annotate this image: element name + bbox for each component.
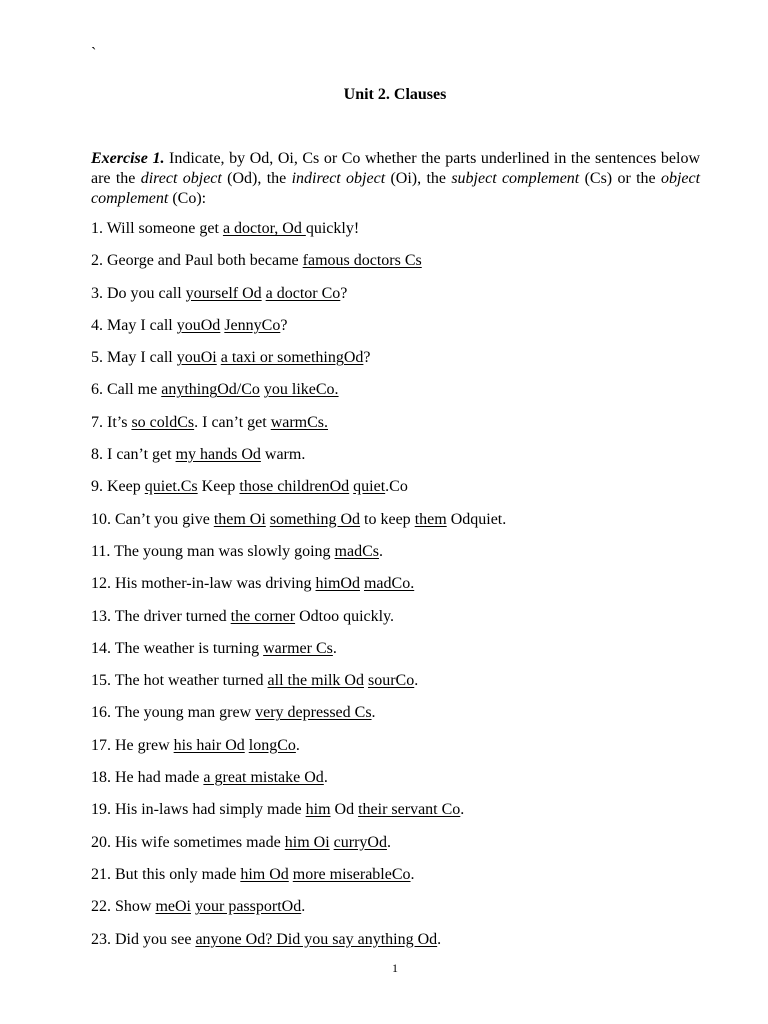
underlined-part: anyone Od? Did you say anything Od [195, 930, 438, 948]
exercise-item [91, 736, 711, 768]
underlined-part: them Oi [213, 510, 266, 528]
stray-mark: ` [91, 45, 97, 62]
underlined-part: your passportOd [195, 898, 302, 916]
exercise-item [91, 380, 711, 412]
exercise-item [91, 445, 711, 477]
item-text: . [414, 672, 419, 690]
item-text: 13. The driver turned [91, 607, 231, 625]
underlined-part: those childrenOd [239, 478, 350, 496]
instructions-text: Indicate, by Od, Oi, Cs or Co whether the parts underlined in the sentences below are the [91, 150, 700, 187]
item-text: 14. The weather is turning [91, 639, 264, 657]
exercise-item [91, 800, 711, 832]
item-text: . [379, 542, 383, 560]
exercise-item [91, 607, 711, 639]
underlined-part: JennyCo [224, 316, 281, 334]
item-text: 17. He grew [91, 736, 174, 754]
item-text: 22. Show [91, 898, 156, 916]
exercise-item [91, 639, 711, 671]
exercise-item [91, 542, 711, 574]
item-text: quickly! [305, 220, 360, 237]
exercise-item [91, 833, 711, 865]
item-text: . [386, 833, 391, 851]
item-text: warm. [260, 446, 306, 464]
item-text: 4. May I call [91, 316, 177, 334]
item-text: 7. It’s [91, 413, 132, 431]
item-text: Od [330, 801, 359, 819]
item-text: Keep [197, 478, 240, 496]
item-text: 12. His mother-in-law was driving [91, 575, 316, 593]
underlined-part: so coldCs [131, 413, 195, 431]
instructions-text: (Co): [168, 190, 207, 207]
item-text: . [371, 704, 376, 722]
item-text: 23. Did you see [91, 930, 196, 948]
item-text: 11. The young man was slowly going [91, 542, 335, 560]
item-text: . [332, 639, 337, 657]
item-text: ? [363, 349, 371, 367]
underlined-part: something Od [269, 510, 361, 528]
term-indirect-object: indirect object [291, 170, 386, 187]
underlined-part: a great mistake Od [203, 769, 324, 787]
item-text: 6. Call me [91, 381, 162, 399]
term-direct-object: direct object [140, 170, 222, 187]
underlined-part: him Oi [284, 833, 330, 851]
underlined-part: quiet.Cs [144, 478, 198, 496]
item-text: 2. George and Paul both became [91, 252, 303, 270]
exercise-item [91, 510, 711, 542]
underlined-part: very depressed Cs [255, 704, 372, 722]
exercise-item [91, 219, 711, 251]
term-object-complement: object complement [91, 170, 701, 207]
underlined-part: yourself Od [185, 284, 262, 302]
underlined-part: a taxi or somethingOd [220, 349, 364, 367]
item-text: 16. The young man grew [91, 704, 256, 722]
exercise-item [91, 930, 711, 962]
underlined-part: madCo. [363, 575, 415, 593]
item-text: 21. But this only made [91, 865, 241, 883]
underlined-part: the corner [230, 607, 296, 625]
underlined-part: meOi [155, 898, 191, 916]
page-title: Unit 2. Clauses [343, 86, 447, 103]
item-text: . [295, 736, 300, 754]
underlined-part: all the milk Od [267, 672, 364, 690]
underlined-part: himOd [315, 575, 360, 593]
underlined-part: you likeCo. [263, 381, 339, 399]
underlined-part: famous doctors Cs [302, 252, 422, 270]
underlined-part: youOd [176, 316, 221, 334]
item-text: . [410, 865, 415, 883]
item-text: . [437, 930, 442, 948]
item-text: 9. Keep [91, 478, 145, 496]
underlined-part: more miserableCo [292, 865, 411, 883]
underlined-part: my hands Od [175, 446, 261, 464]
exercise-item [91, 316, 711, 348]
item-text: 20. His wife sometimes made [91, 833, 285, 851]
item-text: 10. Can’t you give [91, 510, 214, 528]
exercise-item [91, 703, 711, 735]
underlined-part: youOi [176, 349, 217, 367]
underlined-part: sourCo [367, 672, 415, 690]
exercise-instructions [91, 149, 700, 209]
exercise-item [91, 477, 711, 509]
item-text: 5. May I call [91, 349, 177, 367]
exercise-item [91, 897, 711, 929]
item-text: 15. The hot weather turned [91, 672, 268, 690]
item-text: . [301, 898, 306, 916]
exercise-item [91, 413, 711, 445]
underlined-part: quiet [353, 478, 386, 496]
underlined-part: anythingOd/Co [161, 381, 260, 399]
underlined-part: a doctor, Od [222, 220, 306, 237]
item-text: ? [340, 284, 348, 302]
instructions-text: (Od), the [221, 170, 292, 187]
exercise-label: Exercise 1. [91, 150, 165, 167]
exercise-item [91, 251, 711, 283]
underlined-part: warmer Cs [263, 639, 333, 657]
item-text: 3. Do you call [91, 284, 186, 302]
underlined-part: longCo [248, 736, 296, 754]
underlined-part: him [305, 801, 331, 819]
exercise-items [91, 219, 711, 962]
underlined-part: them [414, 510, 447, 528]
item-text: 18. He had made [91, 769, 204, 787]
exercise-item [91, 865, 711, 897]
instructions-text: (Cs) or the [579, 170, 661, 187]
term-subject-complement: subject complement [451, 170, 580, 187]
item-text: to keep [360, 510, 415, 528]
underlined-part: him Od [240, 865, 289, 883]
instructions-text: (Oi), the [385, 170, 452, 187]
exercise-item [91, 574, 711, 606]
underlined-part: warmCs. [270, 413, 329, 431]
item-text: 1. Will someone get [91, 220, 223, 237]
exercise-item [91, 671, 711, 703]
underlined-part: his hair Od [173, 736, 245, 754]
item-text: 8. I can’t get [91, 446, 176, 464]
underlined-part: madCs [334, 542, 379, 560]
exercise-item [91, 768, 711, 800]
item-text: . I can’t get [194, 413, 271, 431]
underlined-part: a doctor Co [265, 284, 341, 302]
item-text: Odquiet. [446, 510, 507, 528]
exercise-item [91, 284, 711, 316]
item-text: Odtoo quickly. [295, 607, 395, 625]
page-number: 1 [392, 961, 398, 975]
item-text: .Co [385, 478, 408, 496]
underlined-part: curryOd [333, 833, 387, 851]
item-text: . [460, 801, 465, 819]
exercise-item [91, 348, 711, 380]
item-text: 19. His in-laws had simply made [91, 801, 306, 819]
item-text: ? [280, 316, 288, 334]
item-text: . [323, 769, 328, 787]
underlined-part: their servant Co [358, 801, 461, 819]
